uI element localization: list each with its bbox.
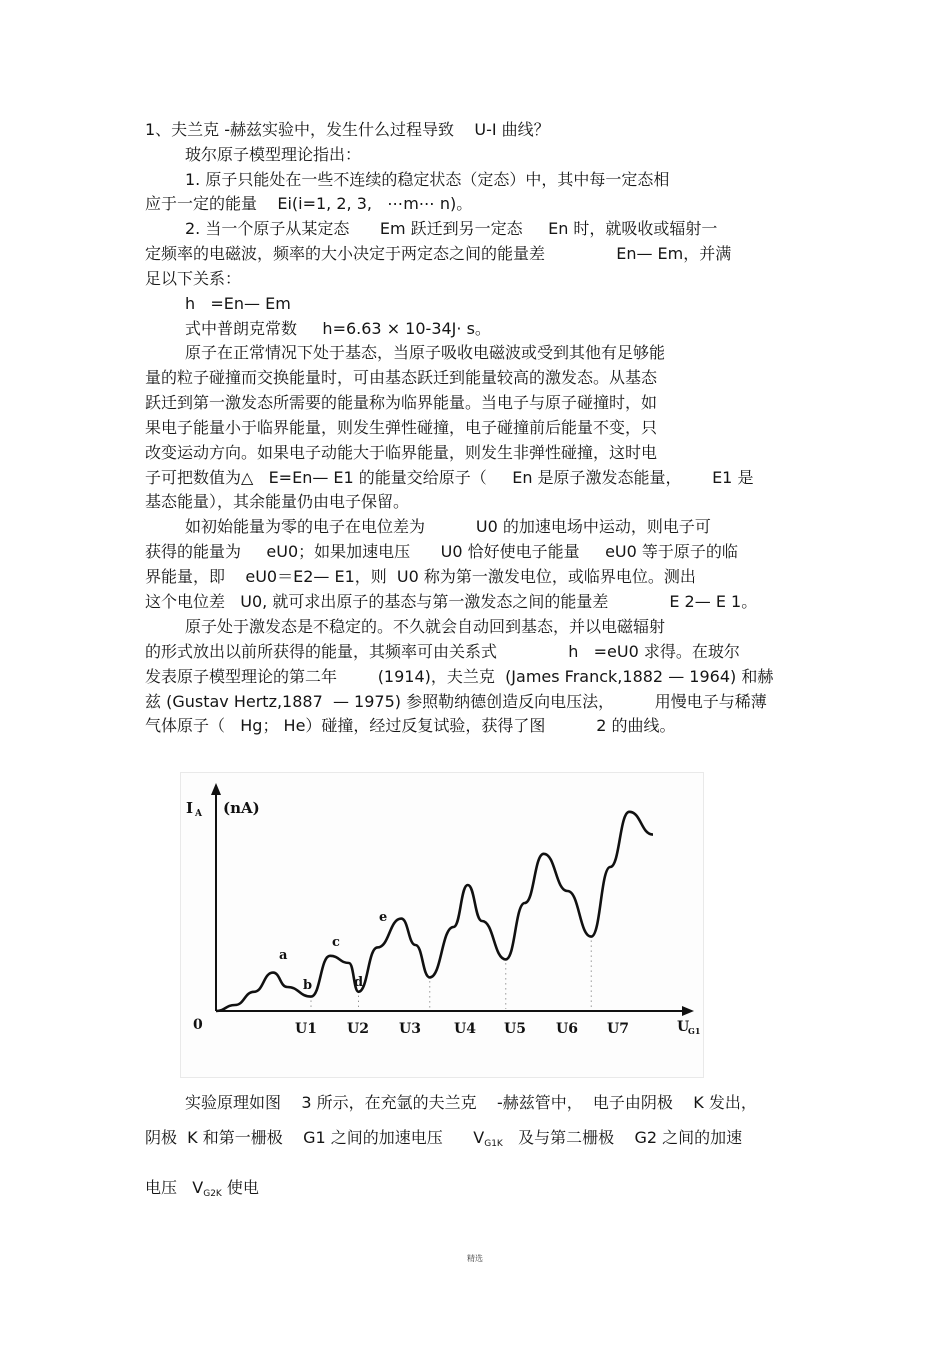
x-axis-label-sub: G1 (688, 1026, 701, 1036)
text-line-10: 原子在正常情况下处于基态，当原子吸收电磁波或受到其他有足够能 (185, 343, 666, 362)
caption-subscript-g2k: G2K (203, 1189, 222, 1199)
text-line-17: 如初始能量为零的电子在电位差为 U0 的加速电场中运动，则电子可 (185, 517, 711, 536)
text-line-19: 界能量，即 eU0＝E2— E1，则 U0 称为第一激发电位，或临界电位。测出 (145, 567, 696, 586)
curve-point-label-a: a (279, 948, 288, 963)
text-line-25: 气体原子（ Hg； He）碰撞，经过反复试验，获得了图 2 的曲线。 (145, 716, 676, 735)
text-line-12: 跃迁到第一激发态所需要的能量称为临界能量。当电子与原子碰撞时，如 (145, 393, 658, 412)
current-curve (216, 812, 653, 1011)
curve-point-label-c: c (332, 935, 340, 950)
caption-subscript-g1k: G1K (484, 1139, 503, 1149)
curve-point-label-d: d (354, 975, 364, 990)
x-axis-label: U (677, 1019, 690, 1035)
x-tick-label-u6: U6 (556, 1021, 578, 1037)
caption-line-3 (145, 1178, 259, 1204)
curve-point-label-e: e (379, 910, 388, 925)
text-line-5: 2. 当一个原子从某定态 Em 跃迁到另一定态 En 时，就吸收或辐射一 (185, 219, 718, 238)
x-tick-label-u7: U7 (607, 1021, 629, 1037)
page-footer: 精选 (467, 1254, 483, 1263)
x-tick-label-u1: U1 (295, 1021, 317, 1037)
text-line-4: 应于一定的能量 Ei(i=1, 2, 3, ⋯m⋯ n)。 (145, 194, 473, 213)
text-line-21: 原子处于激发态是不稳定的。不久就会自动回到基态，并以电磁辐射 (185, 617, 666, 636)
y-axis-unit: (nA) (223, 799, 260, 817)
caption-line-3b: 使电 (221, 1178, 259, 1197)
y-axis-arrow (211, 783, 221, 795)
caption-line-2b: 及与第二栅极 G2 之间的加速 (502, 1128, 743, 1147)
text-line-20: 这个电位差 U0, 就可求出原子的基态与第一激发态之间的能量差 E 2— E 1。 (145, 592, 758, 611)
y-axis-label-sub: A (195, 809, 202, 819)
x-tick-label-u4: U4 (454, 1021, 476, 1037)
text-line-15: 子可把数值为△ E=En— E1 的能量交给原子（ En 是原子激发态能量， E1 是 (145, 468, 754, 487)
origin-label: 0 (193, 1017, 203, 1033)
text-line-3: 1. 原子只能处在一些不连续的稳定状态（定态）中，其中每一定态相 (185, 170, 670, 189)
text-line-7: 足以下关系： (145, 269, 242, 288)
text-line-23: 发表原子模型理论的第二年 (1914)，夫兰克 (James Franck,1882 — 1964) 和赫 (145, 667, 774, 686)
text-line-13: 果电子能量小于临界能量，则发生弹性碰撞，电子碰撞前后能量不变，只 (145, 418, 658, 437)
caption-line-1: 实验原理如图 3 所示，在充氩的夫兰克 -赫兹管中， 电子由阴极 K 发出， (185, 1093, 757, 1112)
x-axis-arrow (682, 1006, 694, 1016)
text-line-6: 定频率的电磁波，频率的大小决定于两定态之间的能量差 En— Em，并满 (145, 244, 732, 263)
figure-franck-hertz-curve (180, 772, 704, 1078)
caption-line-2a: 阴极 K 和第一栅极 G1 之间的加速电压 V (145, 1128, 485, 1147)
text-line-1: 1、夫兰克 -赫兹实验中，发生什么过程导致 U-I 曲线？ (145, 120, 550, 139)
caption-line-2 (145, 1128, 742, 1154)
text-line-18: 获得的能量为 eU0；如果加速电压 U0 恰好使电子能量 eU0 等于原子的临 (145, 542, 738, 561)
text-line-2: 玻尔原子模型理论指出： (185, 145, 362, 164)
x-tick-label-u3: U3 (399, 1021, 421, 1037)
text-line-11: 量的粒子碰撞而交换能量时，可由基态跃迁到能量较高的激发态。从基态 (145, 368, 658, 387)
x-tick-label-u2: U2 (347, 1021, 369, 1037)
text-line-22: 的形式放出以前所获得的能量，其频率可由关系式 h =eU0 求得。在玻尔 (145, 642, 740, 661)
text-line-24: 兹 (Gustav Hertz,1887 — 1975) 参照勒纳德创造反向电压法， 用慢电子与稀薄 (145, 692, 767, 711)
caption-line-3a: 电压 V (145, 1178, 204, 1197)
y-axis-label: I (186, 799, 194, 817)
text-line-8: h =En— Em (185, 294, 291, 313)
franck-hertz-chart (181, 773, 703, 1077)
text-line-14: 改变运动方向。如果电子动能大于临界能量，则发生非弹性碰撞，这时电 (145, 443, 658, 462)
text-line-9: 式中普朗克常数 h=6.63 × 10-34J· s。 (185, 319, 491, 338)
text-line-16: 基态能量），其余能量仍由电子保留。 (145, 492, 410, 511)
curve-point-label-b: b (303, 978, 313, 993)
x-tick-label-u5: U5 (504, 1021, 526, 1037)
